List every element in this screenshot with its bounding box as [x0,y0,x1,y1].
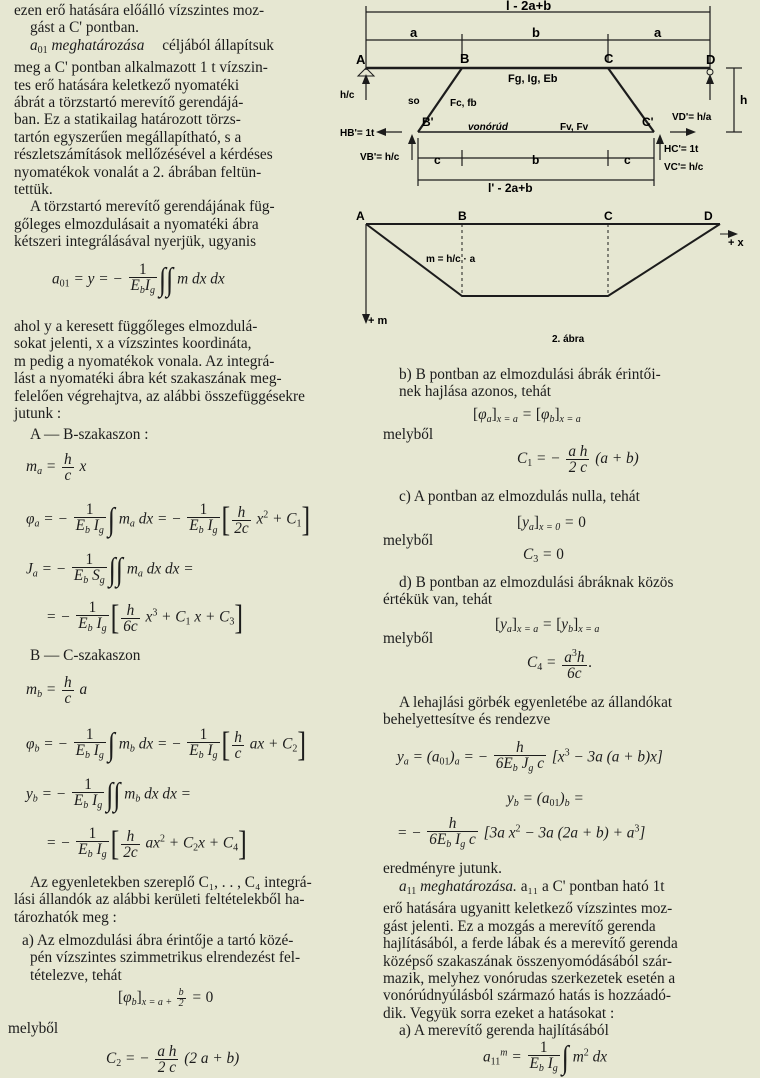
dim-b: b [532,25,540,40]
text-line: c) A pontban az elmozdulás nulla, tehát [399,488,640,505]
equation-c4: $C_4$ = $\frac{a^3h}{6c}$ . [527,648,593,682]
text-line: lási állandók az alábbi kerületi feltételekből ha- [14,891,305,909]
text-line: ban. Ez a statikailag határozott törzs- [14,111,241,129]
tie-rod-props: Fv, Fv [560,122,589,133]
point-B: B [460,51,470,66]
symbol-a01: a [30,36,38,54]
fig2-axis-m: + m [368,315,388,327]
text-line: tartón egyszerűen megállapítható, s a [14,128,242,146]
text-line: melyből [8,1020,59,1037]
text-line: A lehajlási görbék egyenletébe az állandókat [399,694,673,711]
text-line: d) B pontban az elmozdulási ábráknak közös [399,574,674,591]
text-line: b) B pontban az elmozdulási ábrák érintői- [399,366,661,383]
point-B-prime: B' [422,115,434,129]
text-line: sokat jelenti, x a vízszintes koordináta, [14,335,252,353]
force-VD: VD'= h/a [672,112,712,123]
force-VA: h/c [340,90,355,101]
point-C-prime: C' [642,115,654,129]
equation-yb-final: $y_b = (a_{01})_b$ = [507,790,584,809]
text-line: behelyettesítve és rendezve [383,711,551,729]
equation-ja: $J_a$ = − $\frac{1}{E_b S_g}$ ∫∫ $m_a$ dx dx = [26,551,194,588]
beam-props: Fg, Ig, Eb [508,73,558,85]
heading-title: meghatározása [51,36,145,54]
text-line: vonórúdnyúlásból származó hatás is hozzáadó- [383,987,671,1005]
text-line: pén vízszintes szimmetrikus elrendezést fel- [30,949,301,967]
fig2-point-B: B [458,209,467,223]
equation-c1: $C_1$ = − $\frac{\text{a h}}{2 c}$ (a + b) [517,443,639,476]
force-HC: HC'= 1t [664,144,699,155]
equation-mb: $m_b$ = $\frac{h}{c}$ a [26,674,88,707]
equation-phi-b-bc: $[\varphi_b]_{x = a +}$ $\frac{b}{2}$ = 0 [118,987,214,1009]
text-line: nek hajlása azonos, tehát [399,383,552,401]
equation-yb-final-cont: = − $\frac{h}{6E_b I_g c}$ [3a $x^2 - 3a$ $(2a + b) + a^3$] [397,815,646,850]
point-C: C [604,51,614,66]
text-line: hajlításából, a ferde lábak és a merevítő gerenda [383,935,678,953]
fig2-point-A: A [356,209,365,223]
text-line: Az egyenletekben szereplő C₁, . . , C₄ integrá- [30,874,312,891]
text-line: részletszámítások mellőzésével a kérdéses [14,146,273,164]
equation-phi-a-b: $[\varphi_a]_{x = a} = [\varphi_b]_{x = a}$ [473,406,581,425]
text-line: melyből [383,532,434,549]
dim-h: h [740,93,748,107]
text-line: ezen erő hatására előálló vízszintes moz- [14,2,265,19]
text-line: a) Az elmozdulási ábra érintője a tartó közé- [22,932,294,949]
heading-title: meghatározása. [420,878,517,895]
structure-figure [338,0,758,200]
text-line: mazik, melyhez vonórudas szerkezetek esetén a [383,970,676,988]
text-line: kétszeri integrálásával nyerjük, ugyanis [14,233,257,251]
text-line: nyomatékok vonalát a 2. ábrában feltün- [14,163,262,181]
text-line: ábrát a törzstartó merevítő gerendájá- [14,94,244,112]
tie-rod-label: vonórúd [468,122,508,133]
equation-ya-yb: $[y_a]_{x = a} = [y_b]_{x = a}$ [495,616,600,635]
text-line: ahol y a keresett függőleges elmozdulá- [14,318,258,335]
text-line: erő hatására ugyanitt keletkező vízszintes moz- [383,900,673,918]
text-line: eredményre jutunk. [383,860,502,877]
equation-ja-cont: = − $\frac{1}{E_b I_g}$ [ $\frac{h}{6c}$ $x^3 + C_1$ $x + C_3$] [46,598,243,638]
text-line: jutunk : [14,405,62,423]
point-A: A [356,52,366,67]
text-line: a) A merevítő gerenda hajlításából [399,1022,609,1040]
section-bc-label: B — C-szakaszon [30,647,141,664]
heading-rest: céljából állapítsuk [162,36,274,54]
fig2-moment-value: m = h/c · a [426,254,476,265]
equation-c2: $C_2$ = − $\frac{\text{a h}}{2 c}$ (2 a + b) [106,1043,240,1076]
text-line: felelően végrehajtva, az alábbi összefüggésekre [14,387,305,405]
equation-a11m: $a_{11}^m$ = $\frac{1}{E_b I_g}$ ∫ $m^2$ dx [483,1039,608,1076]
text-line: gást jelenti. Ez a mozgás a merevítő gerenda [383,917,656,935]
text-line: gást a C' pontban. [30,19,139,37]
symbol-a01-sub: 01 [37,44,48,56]
text-line: dik. Vegyük sorra ezeket a hatásokat : [383,1004,615,1022]
dim-c-right: c [624,153,631,167]
dim-l-prime: l' - 2a+b [488,181,533,195]
dim-c-left: c [434,153,441,167]
symbol-a11-sub: 11 [406,886,417,897]
moment-diagram [348,200,758,350]
equation-ya-final: $y_a = (a_{01})_a$ = − $\frac{h}{6E_b J_g c}$ [$x^3 - 3a$ (a + b)x] [397,739,663,774]
text-line: melyből [383,426,434,443]
text-line: m pedig a nyomatékok vonala. Az integrá- [14,352,275,370]
point-D: D [706,52,716,67]
dim-b-bottom: b [532,153,540,167]
text-line: tározhatók meg : [14,908,117,926]
text-line: gőleges elmozdulásait a nyomatéki ábra [14,215,259,233]
text-line: A törzstartó merevítő gerendájának füg- [30,198,275,216]
text-line: melyből [383,630,434,647]
force-HB: HB'= 1t [340,128,375,139]
text-line: értékük van, tehát [383,591,493,609]
dim-total: l - 2a+b [506,0,552,13]
text-line: tes erő hatására keletkező nyomatéki [14,76,240,94]
text-line: középső szakaszának összenyomódásából szár- [383,952,672,970]
heading-rest: a₁₁ a C' pontban ható 1t [520,878,665,895]
equation-yb-cont: = − $\frac{1}{E_b I_g}$ [ $\frac{h}{2c}$ $ax^2 + C_2x + C_4$] [46,824,247,864]
text-line: meg a C' pontban alkalmazott 1 t vízszin- [14,59,268,77]
leg-length: so [408,96,420,107]
dim-a-right: a [654,25,662,40]
dim-a-left: a [410,25,418,40]
leg-props: Fc, fb [450,98,477,109]
fig2-point-C: C [604,209,613,223]
force-VC: VC'= h/c [664,162,704,173]
symbol-a11: a [399,878,407,895]
equation-ma: $m_a$ = $\frac{h}{c}$ x [26,451,87,484]
equation-yb: $y_b$ = − $\frac{1}{E_b I_g}$ ∫∫ $m_b$ dx dx = [26,776,191,813]
fig2-point-D: D [704,209,713,223]
text-line: lást a nyomatéki ábra két szakaszának meg- [14,370,282,388]
text-line: tételezve, tehát [30,966,122,984]
paragraph-heading [14,37,365,59]
equation-phi-b: $\varphi_b$ = − $\frac{1}{E_b I_g}$ ∫ $m_b$ dx = − $\frac{1}{E_b I_g}$ [ $\frac{h}{c}$ ax + $C_2$] [26,725,306,765]
figure-caption: 2. ábra [552,334,585,345]
equation-c3: $C_3 = 0$ [523,546,564,565]
equation-phi-a: $\varphi_a$ = − $\frac{1}{E_b I_g}$ ∫ $m_a$ dx = − $\frac{1}{E_b I_g}$ [ $\frac{h}{2c}$ $x^2 + C_1$] [26,500,311,540]
fig2-axis-x: + x [728,237,744,249]
section-ab-label: A — B-szakaszon : [30,426,149,443]
equation-ya-bc: $[y_a]_{x = 0} = 0$ [517,514,586,533]
equation-a01: $a_{01} = y$ = − $\frac{1}{E_bI_g}$ ∫∫ m dx dx [52,261,225,298]
text-line: tettük. [14,181,53,199]
force-VB: VB'= h/c [360,152,400,163]
paragraph-heading [383,878,751,900]
